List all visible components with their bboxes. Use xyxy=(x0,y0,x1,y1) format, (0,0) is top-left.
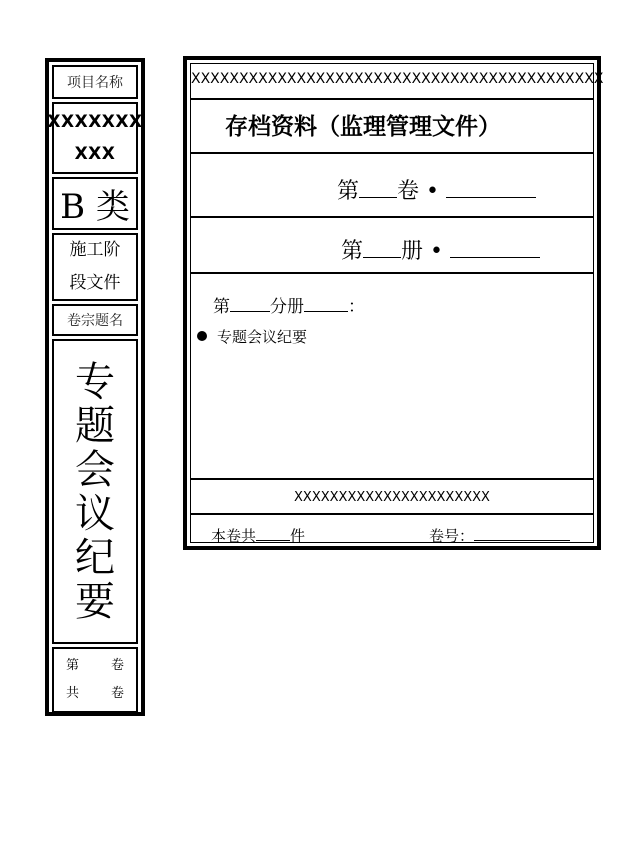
volume-number-blank xyxy=(474,526,570,541)
stage-cell xyxy=(52,233,138,301)
divider xyxy=(191,216,593,218)
volume-title-char: 专 xyxy=(75,358,115,405)
list-item-text: 专题会议纪要 xyxy=(217,328,308,346)
volume-number-label: 卷号： xyxy=(429,527,475,545)
book-line xyxy=(341,234,540,265)
archive-cover xyxy=(183,56,604,550)
stage-line1: 施工阶 xyxy=(69,240,121,260)
volume-title-cell xyxy=(52,339,138,644)
subbook-prefix: 第 xyxy=(213,297,230,317)
divider xyxy=(191,272,593,274)
stage-line2: 段文件 xyxy=(69,273,121,293)
volume-no-right: 卷 xyxy=(110,658,124,673)
project-name-label: 项目名称 xyxy=(52,65,138,99)
divider xyxy=(191,513,593,515)
cover-project-code: XXXXXXXXXXXXXXXXXXXXXXXXXXXXXXXXXXXXXXXXXXX xyxy=(191,71,604,87)
volume-total-right: 卷 xyxy=(110,686,124,701)
project-code-line2: XXX xyxy=(74,144,116,164)
count-blank xyxy=(256,526,290,541)
bullet-icon xyxy=(197,331,207,341)
divider xyxy=(191,98,593,100)
book-suffix: 册 • xyxy=(401,239,443,264)
volume-title-char: 会 xyxy=(75,446,115,493)
volume-title-char: 纪 xyxy=(75,534,115,581)
item-count-line xyxy=(211,525,305,546)
book-name-blank xyxy=(450,237,540,258)
volume-title-char: 题 xyxy=(75,402,115,449)
volume-no-left: 第 xyxy=(66,658,80,673)
volume-title-char: 议 xyxy=(75,490,115,537)
volume-line xyxy=(337,174,536,205)
volume-name-blank xyxy=(446,177,536,198)
volume-blank xyxy=(359,177,397,198)
project-code-cell xyxy=(47,102,143,174)
volume-title-label: 卷宗题名 xyxy=(52,304,138,336)
volume-suffix: 卷 • xyxy=(397,179,439,204)
divider xyxy=(191,478,593,480)
book-prefix: 第 xyxy=(341,239,364,264)
subbook-line xyxy=(213,292,365,317)
subbook-middle: 分册 xyxy=(270,297,304,317)
volume-number-line xyxy=(429,525,570,546)
category-cell: B 类 xyxy=(52,177,138,230)
count-suffix: 件 xyxy=(290,527,306,545)
subbook-suffix: ： xyxy=(348,297,365,317)
subbook-name-blank xyxy=(304,295,348,312)
volume-no-row xyxy=(66,652,124,680)
count-prefix: 本卷共 xyxy=(211,527,257,545)
subbook-blank xyxy=(230,295,270,312)
volume-total-left: 共 xyxy=(66,686,80,701)
volume-title-char: 要 xyxy=(75,578,115,625)
volume-number-cell xyxy=(52,647,138,713)
volume-prefix: 第 xyxy=(337,179,360,204)
divider xyxy=(191,152,593,154)
list-item xyxy=(197,326,307,347)
book-blank xyxy=(363,237,401,258)
volume-total-row xyxy=(66,680,124,708)
archive-spine xyxy=(45,58,145,716)
project-code-line1: XXXXXXX xyxy=(47,112,143,132)
cover-footer-code: XXXXXXXXXXXXXXXXXXXXXX xyxy=(294,490,490,505)
cover-title: 存档资料（监理管理文件） xyxy=(225,113,501,140)
cover-inner-frame xyxy=(190,63,604,545)
